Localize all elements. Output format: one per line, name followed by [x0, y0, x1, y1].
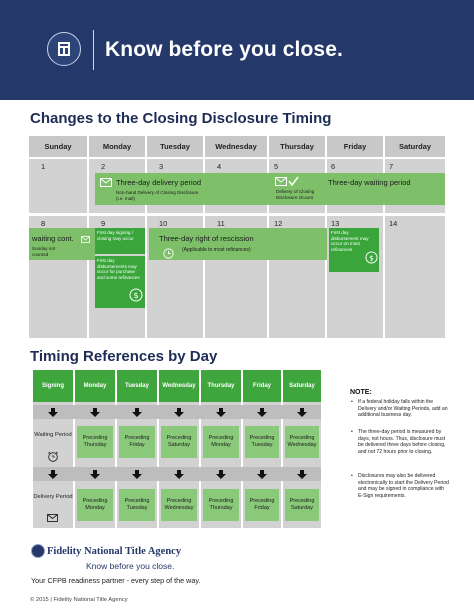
rescission-sub: (Applicable to most refinances)	[182, 247, 251, 253]
svg-text:$: $	[369, 253, 374, 263]
note-item: • If a federal holiday falls within the Delivery and/or Waiting Periods, add an additional business day.	[351, 399, 449, 419]
money-transfer-icon	[129, 288, 143, 302]
cal-day-number: 2	[101, 162, 106, 171]
first-signing-box	[95, 228, 145, 254]
envelope-check-icon	[275, 176, 299, 187]
cal-day-number: 12	[274, 219, 283, 228]
delivery-period-label: Delivery Period	[33, 494, 73, 500]
waiting-cont-title: waiting cont.	[32, 234, 74, 243]
fidelity-logo-icon	[31, 544, 45, 558]
timing-head-saturday: Saturday	[283, 370, 321, 402]
cal-head-wednesday: Wednesday	[205, 136, 267, 157]
footer-readiness: Your CFPB readiness partner - every step of the way.	[31, 576, 201, 585]
timing-head-signing: Signing	[33, 370, 73, 402]
delivery-cell: Preceding Friday	[245, 489, 279, 521]
cal-day-number: 4	[217, 162, 222, 171]
envelope-icon	[100, 178, 112, 187]
cal-day-number: 9	[101, 219, 106, 228]
alarm-clock-icon	[47, 451, 59, 462]
timing-head-friday: Friday	[243, 370, 281, 402]
cal-head-tuesday: Tuesday	[147, 136, 203, 157]
delivery-cell: Preceding Monday	[77, 489, 113, 521]
delivery-period-title: Three-day delivery period	[116, 178, 202, 187]
delivery-cell: Preceding Tuesday	[119, 489, 155, 521]
header-divider	[93, 30, 94, 70]
first-disbursement-refi-text: First day disbursement may occur on most refinances	[331, 230, 369, 253]
cal-day-number: 6	[331, 162, 336, 171]
closing-calendar	[29, 136, 445, 338]
waiting-cell: Preceding Wednesday	[285, 426, 319, 458]
header-banner	[0, 0, 474, 100]
delivery-cell: Preceding Wednesday	[161, 489, 197, 521]
envelope-icon	[47, 514, 58, 522]
clock-icon	[163, 248, 174, 259]
cal-head-monday: Monday	[89, 136, 145, 157]
waiting-cont-sub: Sunday not counted	[32, 246, 56, 257]
cfpb-logo-icon	[47, 32, 81, 66]
delivery-occurs-text: Delivery of Closing Disclosure Occurs	[276, 189, 315, 200]
down-arrow-icon	[33, 467, 321, 481]
cal-head-friday: Friday	[327, 136, 383, 157]
rescission-bar	[149, 228, 327, 260]
timing-head-monday: Monday	[75, 370, 115, 402]
footer-tagline: Know before you close.	[86, 561, 175, 571]
first-signing-text: First day signing / closing may occur	[97, 230, 134, 241]
footer-brand: Fidelity National Title Agency	[47, 546, 182, 557]
cal-day-number: 8	[41, 219, 46, 228]
waiting-cell: Preceding Saturday	[161, 426, 197, 458]
note-item: • The three-day period is measured by days, not hours. Thus, disclosure must be delivered three days before closing, and not 72 hours prior to closing.	[351, 429, 449, 455]
cal-cell-14	[385, 216, 445, 338]
waiting-cell: Preceding Friday	[119, 426, 155, 458]
cal-day-number: 1	[41, 162, 46, 171]
first-disbursement-refi-box	[329, 228, 379, 272]
cal-head-sunday: Sunday	[29, 136, 87, 157]
banner-title: Know before you close.	[105, 38, 343, 61]
cal-day-number: 10	[159, 219, 168, 228]
cal-day-number: 14	[389, 219, 398, 228]
money-transfer-icon	[365, 251, 378, 264]
waiting-cell: Preceding Thursday	[77, 426, 113, 458]
waiting-period-label: Waiting Period	[34, 432, 72, 438]
waiting-cell: Preceding Monday	[203, 426, 239, 458]
timing-title: Timing References by Day	[30, 348, 218, 365]
delivery-period-sub: Non-hand Delivery of Closing Disclosure (i.e. mail)	[116, 190, 199, 201]
svg-text:$: $	[133, 291, 139, 300]
note-title: NOTE:	[350, 389, 372, 396]
note-item: • Disclosures may also be delivered electronically to start the Delivery Period and may be signed in compliance with E-Sign requirements.	[351, 473, 449, 499]
calendar-title: Changes to the Closing Disclosure Timing	[30, 110, 332, 127]
envelope-icon	[81, 236, 90, 243]
cal-cell-1	[29, 159, 87, 213]
timing-head-tuesday: Tuesday	[117, 370, 157, 402]
timing-head-thursday: Thursday	[201, 370, 241, 402]
waiting-period-title: Three-day waiting period	[328, 178, 411, 187]
cal-day-number: 11	[217, 219, 225, 228]
cal-day-number: 3	[159, 162, 164, 171]
delivery-cell: Preceding Saturday	[285, 489, 319, 521]
first-disbursement-text: First day disbursements may occur for purchase and some refinances	[97, 258, 140, 281]
down-arrow-icon	[33, 405, 321, 419]
delivery-cell: Preceding Thursday	[203, 489, 239, 521]
cal-head-thursday: Thursday	[269, 136, 325, 157]
cal-day-number: 5	[274, 162, 279, 171]
waiting-cell: Preceding Tuesday	[245, 426, 279, 458]
copyright: © 2015 | Fidelity National Title Agency	[30, 597, 128, 603]
cal-day-number: 7	[389, 162, 394, 171]
cal-day-number: 13	[331, 219, 340, 228]
rescission-title: Three-day right of rescission	[159, 234, 254, 243]
cal-head-saturday: Saturday	[385, 136, 445, 157]
timing-head-wednesday: Wednesday	[159, 370, 199, 402]
